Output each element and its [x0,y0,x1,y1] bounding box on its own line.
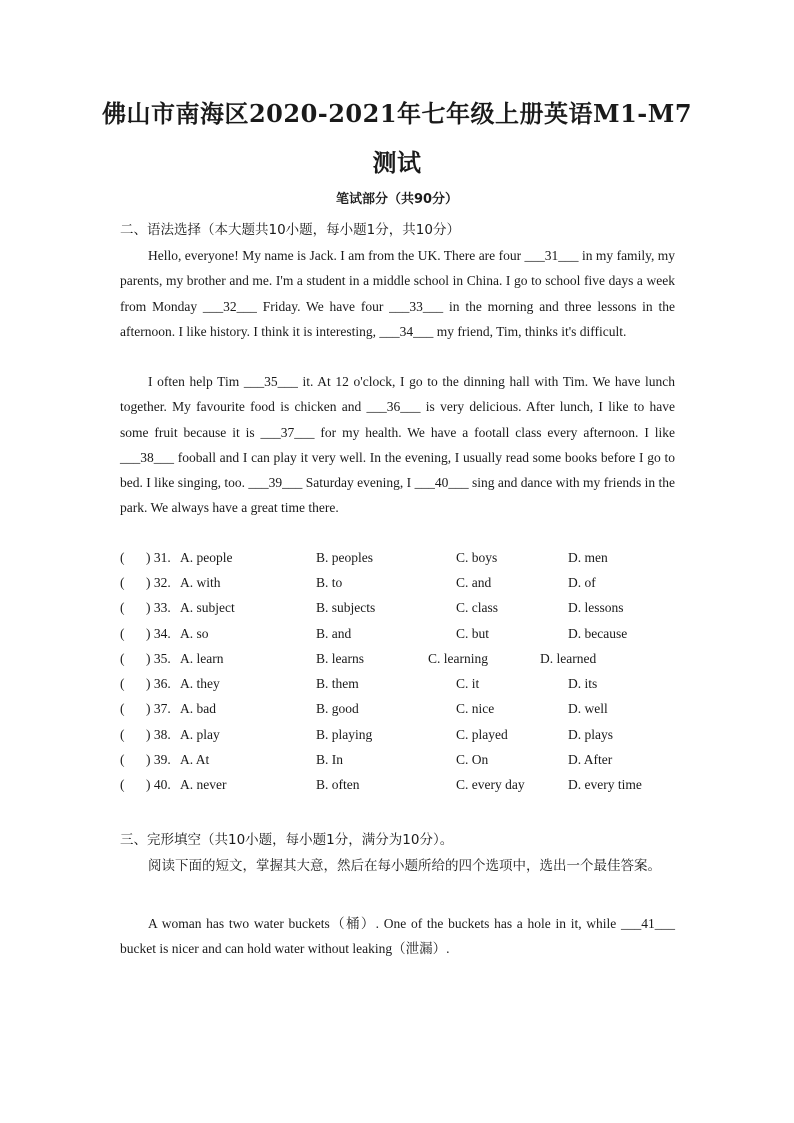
question-40 [120,777,680,802]
answer-blank: ( [120,676,125,691]
option-a: A. people [180,550,233,565]
option-a: A. never [180,777,227,792]
question-number: ) 39. [146,752,171,767]
question-34 [120,626,680,651]
exam-title-line1: 佛山市南海区2020-2021年七年级上册英语M1-M7 [101,99,693,128]
option-d: D. learned [540,651,597,666]
option-a: A. so [180,626,209,641]
option-c: C. class [456,600,498,615]
question-number: ) 38. [146,727,171,742]
answer-blank: ( [120,600,125,615]
option-b: B. to [316,575,343,590]
question-number: ) 35. [146,651,171,666]
option-c: C. every day [456,777,525,792]
exam-subtitle: 笔试部分（共90分） [335,192,459,207]
option-d: D. because [568,626,628,641]
answer-blank: ( [120,626,125,641]
paragraph-2-text: I often help Tim ___35___ it. At 12 o'clock, I go to the dinning hall with Tim. We have lunch together. My favourite food is chicken and ___36___ is very delicious. After lunch, I like to have some fruit because it is ___37___ for my health. We have a footall class every afternoon. I like ___38___ fooball and I can play it very well. In the evening, I usually read some books before I go to bed. I like singing, too. ___39___ Saturday evening, I ___40___ sing and dance with my friends in the park. We always have a great time there. [120,374,675,516]
question-number: ) 36. [146,676,171,691]
question-31 [120,550,680,575]
answer-blank: ( [120,701,125,716]
section3-passage-text: A woman has two water buckets（桶）. One of the buckets has a hole in it, while ___41___ bucket is nicer and can hold water without leaking（泄漏）. [120,916,675,957]
option-d: D. every time [568,777,642,792]
question-36 [120,676,680,701]
section3-passage [120,911,675,962]
option-a: A. learn [180,651,224,666]
question-37 [120,701,680,726]
question-33 [120,600,680,625]
option-d: D. After [568,752,613,767]
section2-passage-paragraph-1 [120,243,675,344]
question-38 [120,727,680,752]
option-c: C. but [456,626,490,641]
question-number: ) 33. [146,600,171,615]
section3-instruction [120,852,675,880]
option-d: D. of [568,575,596,590]
option-a: A. bad [180,701,216,716]
option-b: B. them [316,676,359,691]
option-a: A. play [180,727,220,742]
answer-blank: ( [120,651,125,666]
option-d: D. its [568,676,598,691]
option-b: B. good [316,701,359,716]
option-a: A. with [180,575,221,590]
option-d: D. well [568,701,608,716]
question-number: ) 40. [146,777,171,792]
section3-heading: 三、完形填空（共10小题，每小题1分，满分为10分）。 [120,832,454,848]
answer-blank: ( [120,550,125,565]
question-35 [120,651,680,676]
answer-blank: ( [120,575,125,590]
option-a: A. subject [180,600,235,615]
option-a: A. they [180,676,220,691]
question-number: ) 37. [146,701,171,716]
section2-passage-paragraph-2 [120,369,675,521]
instruction-text: 阅读下面的短文，掌握其大意，然后在每小题所给的四个选项中，选出一个最佳答案。 [148,858,661,874]
paragraph-1-text: Hello, everyone! My name is Jack. I am from the UK. There are four ___31___ in my family, my parents, my brother and me. I'm a student in a middle school in China. I go to school five days a week from Monday ___32___ Friday. We have four ___33___ in the morning and three lessons in the afternoon. I like history. I think it is interesting, ___34___ my friend, Tim, thinks it's difficult. [120,248,675,339]
option-d: D. plays [568,727,613,742]
option-b: B. often [316,777,360,792]
option-c: C. it [456,676,480,691]
option-d: D. men [568,550,608,565]
option-b: B. playing [316,727,373,742]
answer-blank: ( [120,727,125,742]
question-number: ) 32. [146,575,171,590]
option-b: B. learns [316,651,364,666]
option-c: C. learning [428,651,488,666]
option-c: C. played [456,727,508,742]
option-c: C. and [456,575,492,590]
option-d: D. lessons [568,600,624,615]
question-number: ) 31. [146,550,171,565]
option-b: B. In [316,752,343,767]
answer-blank: ( [120,777,125,792]
option-b: B. subjects [316,600,376,615]
section2-heading: 二、语法选择（本大题共10小题，每小题1分，共10分） [120,222,460,238]
exam-title-line2: 测试 [372,148,422,177]
question-32 [120,575,680,600]
question-number: ) 34. [146,626,171,641]
answer-blank: ( [120,752,125,767]
option-b: B. peoples [316,550,373,565]
option-c: C. boys [456,550,498,565]
option-c: C. On [456,752,489,767]
question-39 [120,752,680,777]
option-a: A. At [180,752,210,767]
option-c: C. nice [456,701,495,716]
option-b: B. and [316,626,352,641]
